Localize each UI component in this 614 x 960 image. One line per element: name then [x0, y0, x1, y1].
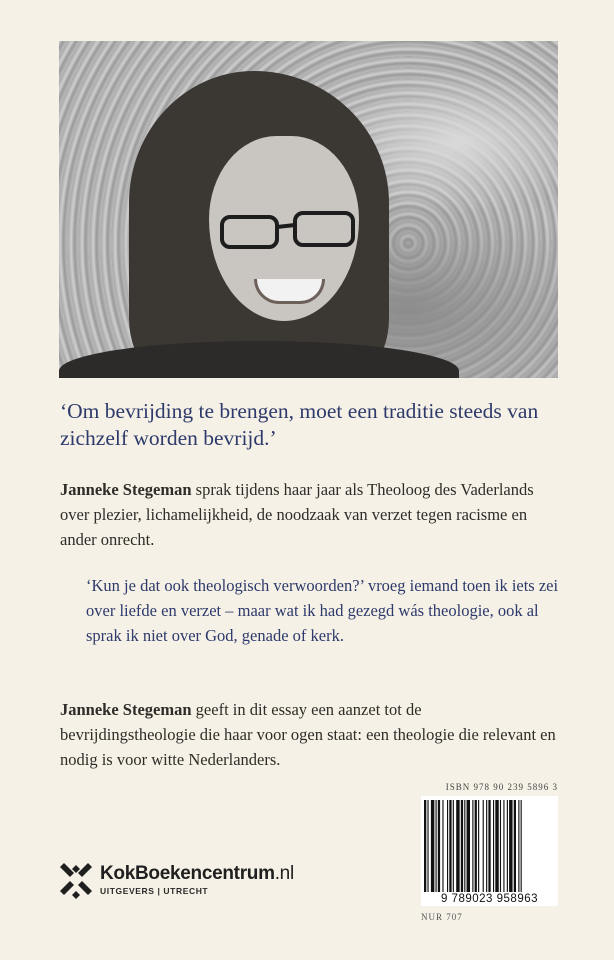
barcode-bar: [478, 800, 479, 892]
barcode-bar: [449, 800, 451, 892]
barcode-bar: [442, 800, 443, 892]
cover-quote: ‘Om bevrijding te brengen, moet een traditie steeds van zichzelf worden bevrijd.’: [60, 399, 539, 450]
barcode-bar: [500, 800, 501, 892]
barcode-bar: [488, 800, 490, 892]
publisher-mark-icon: [60, 859, 92, 901]
barcode-bar: [509, 800, 512, 892]
excerpt-quote: ‘Kun je dat ook theologisch verwoorden?’ vroeg iemand toen ik iets zei over liefde en verzet – maar wat ik had gezegd wás theologie, ook al sprak ik niet over God, genade of kerk.: [86, 576, 559, 645]
author-name: Janneke Stegeman: [60, 480, 192, 499]
barcode-bar: [431, 800, 434, 892]
paragraph-3-text: geeft in dit essay een aanzet tot de bevrijdingstheologie die haar voor ogen staat: een theologie die relevant en nodig is voor witte Nederlanders.: [60, 700, 556, 769]
barcode-bar: [472, 800, 473, 892]
barcode-digits: 9 789023 958963: [421, 893, 558, 906]
author-name-2: Janneke Stegeman: [60, 700, 192, 719]
description-paragraph-3: [60, 697, 560, 772]
description-paragraph-1: [60, 477, 560, 552]
barcode-bar: [436, 800, 437, 892]
barcode-bar: [456, 800, 459, 892]
paragraph-1-text: sprak tijdens haar jaar als Theoloog des Vaderlands over plezier, lichamelijkheid, de noodzaak van verzet tegen racisme en ander onrecht.: [60, 480, 534, 549]
barcode-bar: [475, 800, 477, 892]
photo-shoulders: [59, 341, 459, 378]
publisher-logo: [60, 855, 310, 905]
publisher-tld: .nl: [274, 863, 294, 884]
barcode-bar: [427, 800, 428, 892]
nur-code: NUR 707: [421, 912, 463, 922]
barcode-bar: [424, 800, 426, 892]
barcode-bar: [453, 800, 454, 892]
barcode-bar: [461, 800, 463, 892]
photo-glasses: [217, 211, 357, 251]
publisher-subtitle: UITGEVERS | UTRECHT: [100, 886, 209, 896]
barcode-bar: [503, 800, 504, 892]
barcode-bar: [507, 800, 508, 892]
barcode-bar: [486, 800, 487, 892]
author-photo: [59, 41, 558, 378]
barcode-bar: [521, 800, 522, 892]
isbn-label: ISBN 978 90 239 5896 3: [445, 782, 558, 792]
barcode-bar: [464, 800, 465, 892]
barcode-bar: [438, 800, 440, 892]
barcode-bar: [467, 800, 470, 892]
publisher-name: KokBoekencentrum: [100, 863, 275, 884]
barcode-bar: [495, 800, 498, 892]
barcode-bar: [447, 800, 448, 892]
barcode-bar: [493, 800, 494, 892]
barcode-bar: [483, 800, 484, 892]
barcode-bar: [514, 800, 516, 892]
barcode-bar: [518, 800, 519, 892]
barcode: [421, 796, 558, 900]
